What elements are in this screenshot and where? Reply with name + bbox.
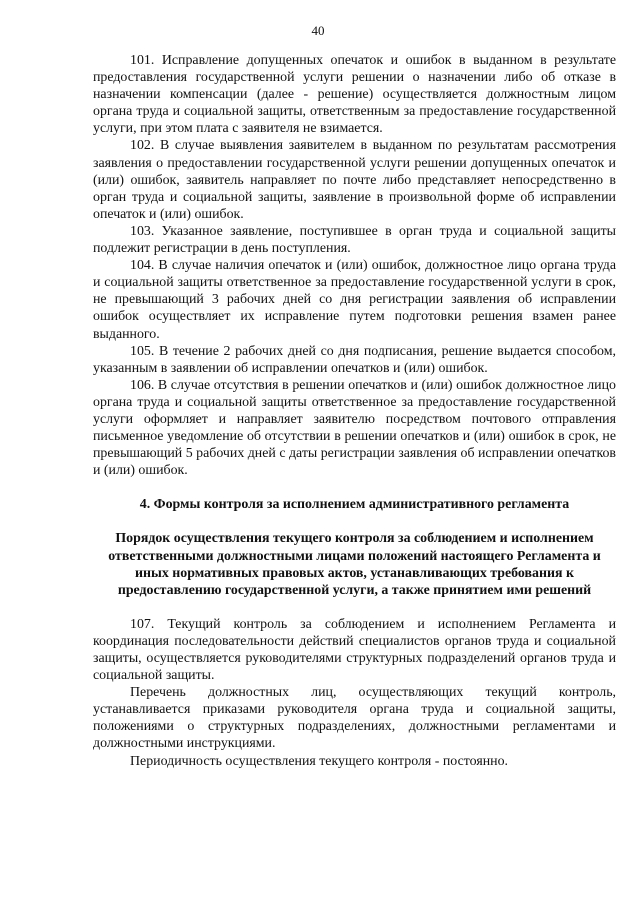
paragraph-105: 105. В течение 2 рабочих дней со дня подписания, решение выдается способом, указанным в заявлении об исправлении опечатков и (или) ошибок. (93, 343, 616, 376)
paragraph-104: 104. В случае наличия опечаток и (или) ошибок, должностное лицо органа труда и социальной защиты ответственное за предоставление государственной услуги в срок, не превышающий 3 рабочих дней со дня регистрации заявления об исправлении ошибок осуществляет их исправление путем подготовки решения взамен ранее выданного. (93, 258, 616, 342)
paragraph-101: 101. Исправление допущенных опечаток и ошибок в выданном в результате предоставления государственной услуги решении о назначении либо об отказе в назначении компенсации (далее - решение) осуществляется должностным лицом органа труда и социальной защиты, ответственным за предоставление государственной услуги, при этом плата с заявителя не взимается. (93, 53, 616, 137)
subsection-heading: Порядок осуществления текущего контроля за соблюдением и исполнением ответственными должностными лицами положений настоящего Регламента и иных нормативных правовых актов, устанавливающих требования к предоставлению государственной услуги, а также принятием ими решений (108, 531, 601, 598)
paragraph-103: 103. Указанное заявление, поступившее в орган труда и социальной защиты подлежит регистрации в день поступления. (93, 223, 616, 257)
document-body (93, 52, 616, 770)
paragraph-officials-list: Перечень должностных лиц, осуществляющих текущий контроль, устанавливается приказами руководителя органа труда и социальной защиты, положениями о структурных подразделениях, должностными регламентами и должностными инструкциями. (93, 685, 616, 752)
page-number: 40 (311, 23, 325, 38)
paragraph-107: 107. Текущий контроль за соблюдением и исполнением Регламента и координация последовательности действий специалистов органов труда и социальной защиты, осуществляется руководителями структурных подразделений органов труда и социальной защиты. (93, 616, 616, 684)
spacer (93, 599, 616, 616)
paragraph-106: 106. В случае отсутствия в решении опечатков и (или) ошибок должностное лицо органа труда и социальной защиты ответственное за предоставление государственной услуги оформляет и направляет заявителю посредством почтового отправления письменное уведомление об отсутствии в решении опечатков и (или) ошибок в срок, не превышающий 5 рабочих дней с даты регистрации заявления об исправлении опечатков и (или) ошибок. (93, 377, 616, 479)
paragraph-102: 102. В случае выявления заявителем в выданном по результатам рассмотрения заявления о предоставлении государственной услуги решении допущенных опечаток и (или) ошибок, заявитель направляет по почте либо представляет непосредственно в орган труда и социальной защиты, заявление в произвольной форме об исправлении опечаток и (или) ошибок. (93, 138, 616, 222)
paragraph-periodicity: Периодичность осуществления текущего контроля - постоянно. (130, 753, 508, 769)
section-heading: 4. Формы контроля за исполнением административного регламента (139, 497, 570, 513)
